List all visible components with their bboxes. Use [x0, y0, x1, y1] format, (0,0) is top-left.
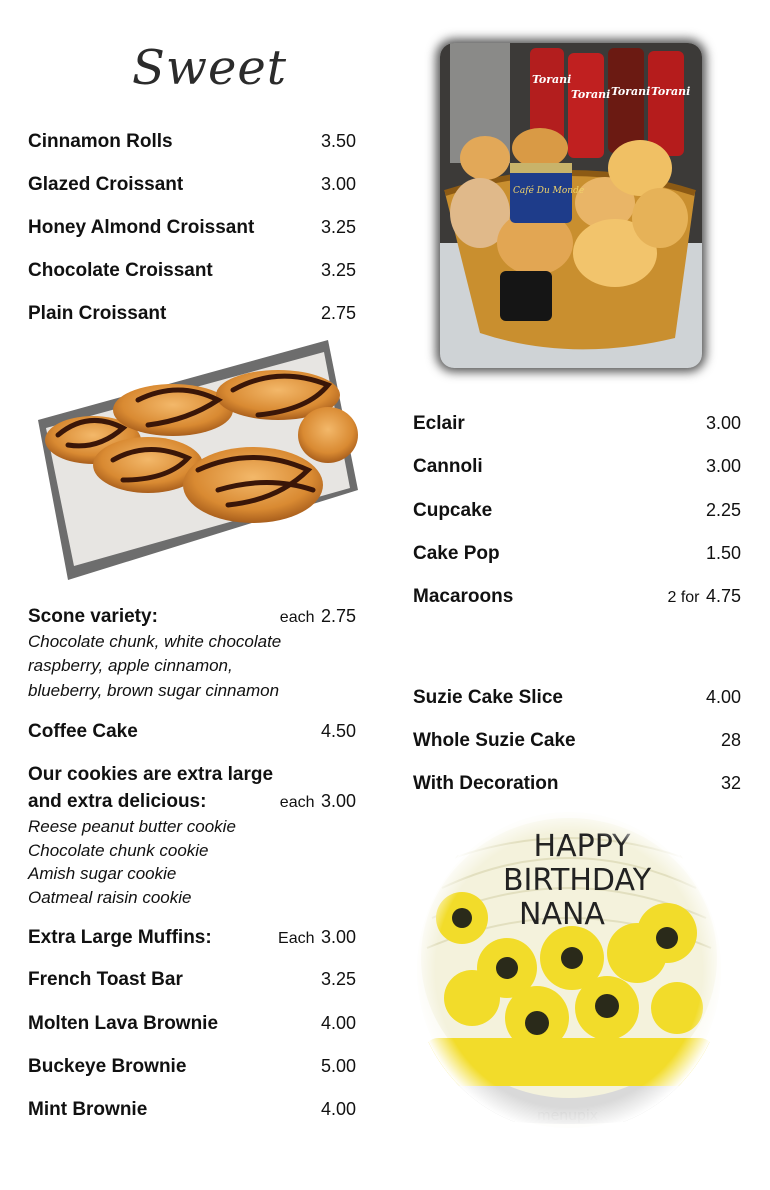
item-price: 3.25: [320, 969, 356, 989]
menu-item: [28, 303, 356, 325]
menu-item: [28, 260, 356, 282]
item-name: Cannoli: [413, 456, 483, 477]
item-price: 2.75: [320, 606, 356, 626]
syrup-label: Torani: [571, 88, 611, 101]
item-price: 28: [720, 730, 741, 750]
description-line: Reese peanut butter cookie: [28, 817, 236, 836]
menu-item: [413, 773, 741, 795]
price-prefix: each: [279, 794, 315, 811]
menu-item: [28, 174, 356, 196]
menu-item: [28, 1056, 356, 1078]
item-name: Extra Large Muffins:: [28, 927, 212, 948]
item-price: 4.00: [320, 1013, 356, 1033]
pastry-basket-photo: [440, 43, 702, 368]
menu-item: [28, 969, 356, 991]
item-name: French Toast Bar: [28, 969, 183, 990]
item-name: Cinnamon Rolls: [28, 131, 173, 152]
menu-item: [28, 1099, 356, 1121]
menu-item: [413, 687, 741, 709]
scone-item: [28, 606, 356, 628]
item-name: Glazed Croissant: [28, 174, 184, 195]
menu-item: [28, 217, 356, 239]
menu-item: [413, 413, 741, 435]
item-name: Whole Suzie Cake: [413, 730, 576, 751]
item-price: 32: [720, 773, 741, 793]
item-name: Cupcake: [413, 500, 493, 521]
item-price: 4.00: [320, 1099, 356, 1119]
item-name: Suzie Cake Slice: [413, 687, 563, 708]
item-price: 4.50: [320, 721, 356, 741]
menu-item: [413, 543, 741, 565]
syrup-label: Torani: [532, 73, 572, 86]
item-price: 3.50: [320, 131, 356, 151]
menu-item: [28, 1013, 356, 1035]
item-price: 3.00: [320, 174, 356, 194]
item-price: 3.00: [320, 791, 356, 811]
item-name: Mint Brownie: [28, 1099, 148, 1120]
cookies-description: [28, 815, 236, 909]
menu-item: [28, 721, 356, 743]
item-name: Plain Croissant: [28, 303, 167, 324]
chocolate-croissant-photo: [28, 340, 358, 580]
menu-item: [413, 456, 741, 478]
muffins-item: [28, 927, 356, 949]
price-prefix: each: [279, 609, 315, 626]
item-price: 3.00: [320, 927, 356, 947]
item-name: With Decoration: [413, 773, 559, 794]
can-label: Café Du Monde: [513, 186, 585, 196]
item-name: Eclair: [413, 413, 465, 434]
description-line: Chocolate chunk cookie: [28, 840, 209, 860]
item-price: 3.25: [320, 260, 356, 280]
cookies-item: [28, 791, 356, 813]
item-name: Buckeye Brownie: [28, 1056, 187, 1077]
item-price: 4.75: [705, 586, 741, 606]
item-name: and extra delicious:: [28, 791, 207, 812]
item-name: Honey Almond Croissant: [28, 217, 255, 238]
item-price: 5.00: [320, 1056, 356, 1076]
description-line: Amish sugar cookie: [28, 864, 177, 883]
section-title: Sweet: [132, 40, 288, 96]
menu-item: [413, 500, 741, 522]
menu-item: [28, 131, 356, 153]
syrup-label: Torani: [651, 85, 691, 98]
item-name: Coffee Cake: [28, 721, 138, 742]
item-name: Macaroons: [413, 586, 514, 607]
item-price: 2.75: [320, 303, 356, 323]
item-price: 3.00: [705, 456, 741, 476]
item-name: Chocolate Croissant: [28, 260, 213, 281]
item-name: Scone variety:: [28, 606, 158, 627]
menu-item: [413, 730, 741, 752]
scone-description: [28, 630, 281, 703]
item-price: 3.25: [320, 217, 356, 237]
item-price: 4.00: [705, 687, 741, 707]
description-line: Oatmeal raisin cookie: [28, 887, 192, 907]
birthday-cake-photo: [412, 808, 726, 1132]
item-price: 1.50: [705, 543, 741, 563]
description-line: Chocolate chunk, white chocolate: [28, 632, 282, 651]
menu-item: [413, 586, 741, 608]
description-line: blueberry, brown sugar cinnamon: [28, 681, 280, 700]
item-price: 2.25: [705, 500, 741, 520]
cookies-heading-line1: Our cookies are extra large: [28, 764, 274, 785]
item-price: 3.00: [705, 413, 741, 433]
price-prefix: Each: [278, 930, 315, 947]
description-line: raspberry, apple cinnamon,: [28, 655, 233, 675]
price-prefix: 2 for: [667, 589, 700, 606]
syrup-label: Torani: [611, 85, 651, 98]
item-name: Molten Lava Brownie: [28, 1013, 219, 1034]
item-name: Cake Pop: [413, 543, 500, 564]
